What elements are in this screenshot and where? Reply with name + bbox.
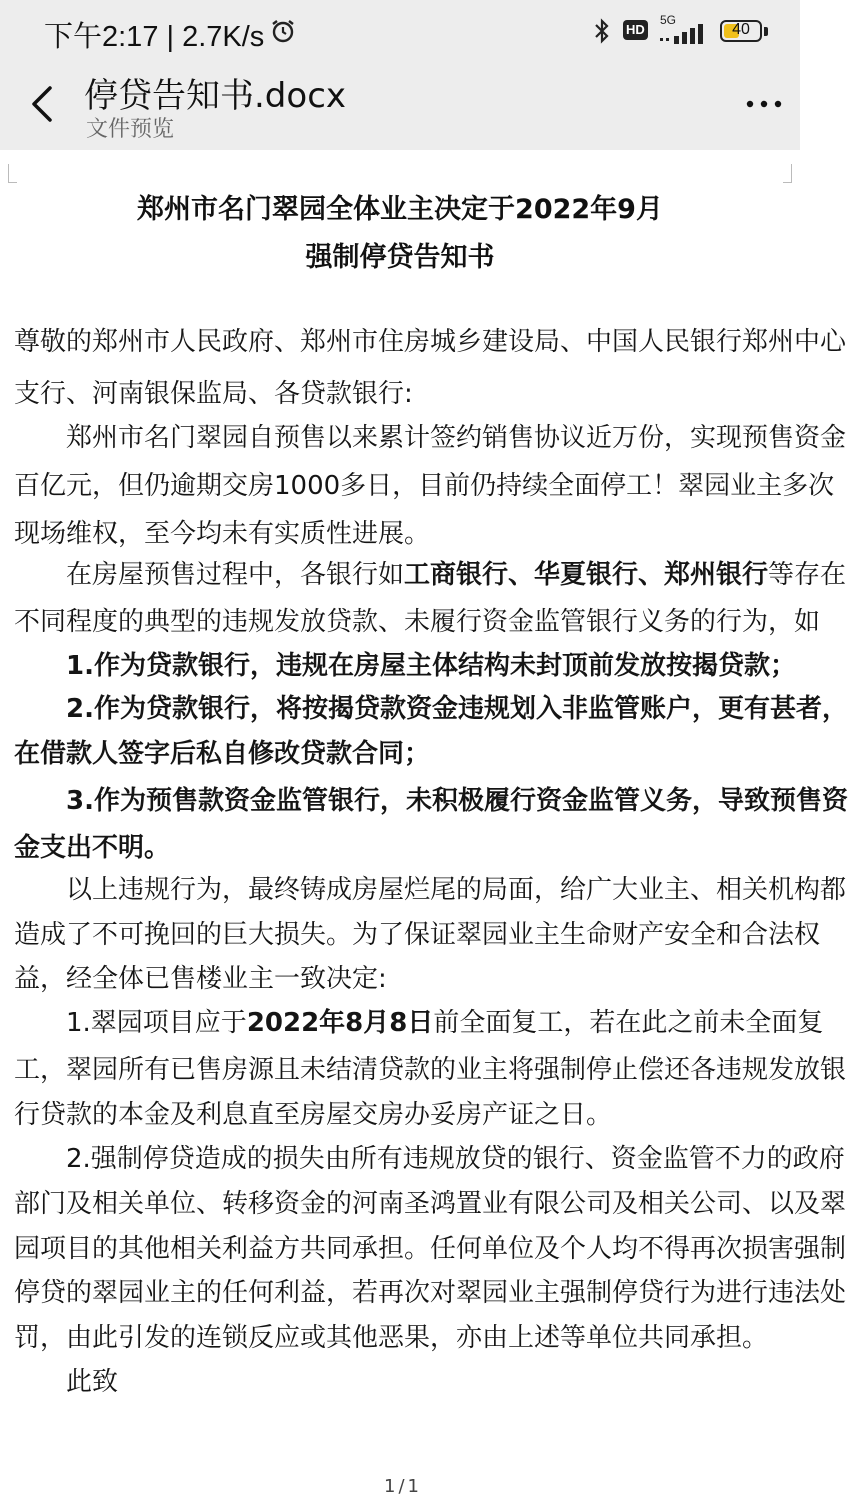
doc-line-bold: 2.作为贷款银行，将按揭贷款资金违规划入非监管账户，更有甚者， [66,694,848,724]
document-preview[interactable] [0,150,848,1497]
page-indicator: 1/1 [384,1476,422,1497]
doc-line-bold: 金支出不明。 [14,833,171,863]
page-corner-mark-left [8,164,17,183]
doc-line: 2.强制停贷造成的损失由所有违规放贷的银行、资金监管不力的政府 [66,1144,845,1174]
back-arrow-icon [26,80,66,128]
doc-text: 等存在 [768,560,847,590]
network-type: 5G [660,13,677,27]
doc-line-mixed [66,1010,823,1036]
doc-line-mixed [66,562,846,588]
doc-line: 此致 [66,1367,119,1397]
back-button[interactable] [26,80,66,128]
doc-text: 1.翠园项目应于 [66,1008,247,1038]
doc-line: 尊敬的郑州市人民政府、郑州市住房城乡建设局、中国人民银行郑州中心 [14,327,847,357]
doc-line: 停贷的翠园业主的任何利益，若再次对翠园业主强制停贷行为进行违法处 [14,1278,847,1308]
battery-icon [720,20,762,42]
doc-line: 益，经全体已售楼业主一致决定: [14,964,387,994]
doc-line: 造成了不可挽回的巨大损失。为了保证翠园业主生命财产安全和合法权 [14,920,821,950]
document-title-line-1: 郑州市名门翠园全体业主决定于2022年9月 [137,194,663,225]
doc-line: 工，翠园所有已售房源且未结清贷款的业主将强制停止偿还各违规发放银 [14,1055,847,1085]
page-corner-mark-right [783,164,792,183]
bluetooth-icon [592,16,612,46]
doc-line: 支行、河南银保监局、各贷款银行: [14,379,413,409]
status-time-speed: 下午2:17 | 2.7K/s [44,21,265,53]
doc-text: 在房屋预售过程中，各银行如 [66,560,405,590]
hd-badge: HD [623,20,648,40]
doc-line-bold: 3.作为预售款资金监管银行，未积极履行资金监管义务，导致预售资 [66,786,848,816]
doc-line: 部门及相关单位、转移资金的河南圣鸿置业有限公司及相关公司、以及翠 [14,1189,847,1219]
doc-line: 百亿元，但仍逾期交房1000多日，目前仍持续全面停工！翠园业主多次 [14,471,835,501]
battery-tip [764,27,768,36]
app-bar [0,62,800,150]
doc-line-bold: 在借款人签字后私自修改贷款合同； [14,739,431,769]
doc-text-bold: 2022年8月8日 [246,1008,434,1038]
doc-line: 以上违规行为，最终铸成房屋烂尾的局面，给广大业主、相关机构都 [66,875,847,905]
file-title: 停贷告知书.docx [84,76,347,116]
document-title-line-2: 强制停贷告知书 [305,242,495,273]
signal-strength-icon [660,24,712,44]
doc-line: 不同程度的典型的违规发放贷款、未履行资金监管银行义务的行为，如 [14,607,821,637]
status-bar [0,0,800,62]
doc-line: 罚，由此引发的连锁反应或其他恶果，亦由上述等单位共同承担。 [14,1323,769,1353]
more-dots-icon [744,90,784,118]
more-options-button[interactable] [744,90,784,118]
doc-line: 郑州市名门翠园自预售以来累计签约销售协议近万份，实现预售资金 [66,423,847,453]
doc-text: 前全面复工，若在此之前未全面复 [433,1008,824,1038]
doc-text-bold: 工商银行、华夏银行、郑州银行 [404,560,769,590]
doc-line-bold: 1.作为贷款银行，违规在房屋主体结构未封顶前发放按揭贷款； [66,651,796,681]
doc-line: 园项目的其他相关利益方共同承担。任何单位及个人均不得再次损害强制 [14,1234,847,1264]
file-subtitle: 文件预览 [86,117,175,142]
battery-level: 40 [732,21,750,38]
doc-line: 现场维权，至今均未有实质性进展。 [14,519,431,549]
alarm-clock-icon [270,18,296,44]
doc-line: 行贷款的本金及利息直至房屋交房办妥房产证之日。 [14,1100,613,1130]
